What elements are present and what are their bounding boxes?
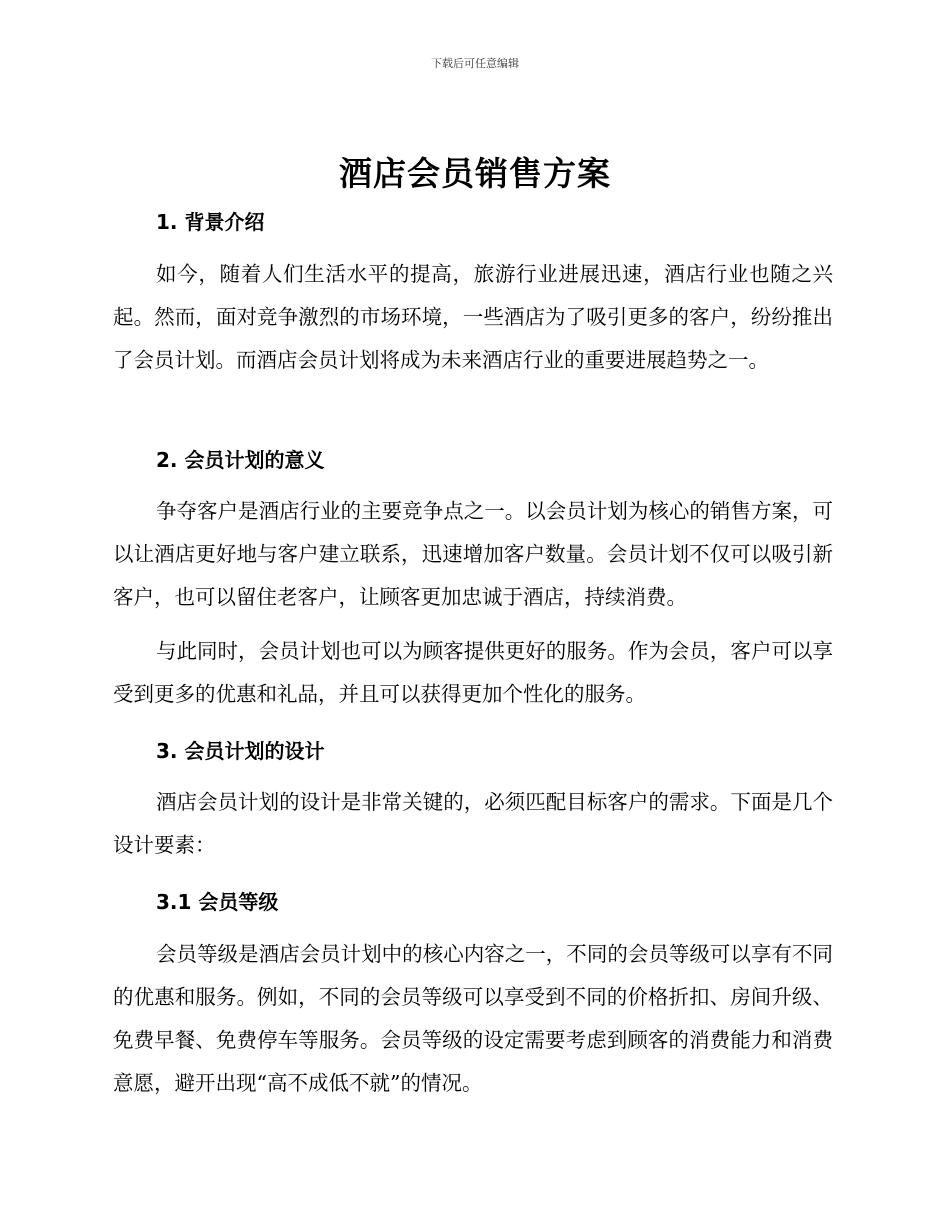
paragraph-design: 酒店会员计划的设计是非常关键的，必须匹配目标客户的需求。下面是几个设计要素： (113, 790, 833, 857)
paragraph-significance-2: 与此同时，会员计划也可以为顾客提供更好的服务。作为会员，客户可以享受到更多的优惠和礼品，并且可以获得更加个性化的服务。 (113, 639, 833, 706)
paragraph-significance-1: 争夺客户是酒店行业的主要竞争点之一。以会员计划为核心的销售方案，可以让酒店更好地与客户建立联系，迅速增加客户数量。会员计划不仅可以吸引新客户，也可以留住老客户，让顾客更加忠诚于酒店，持续消费。 (113, 499, 833, 609)
section-heading-design: 3. 会员计划的设计 (156, 739, 325, 763)
paragraph-member-levels: 会员等级是酒店会员计划中的核心内容之一，不同的会员等级可以享有不同的优惠和服务。例如，不同的会员等级可以享受到不同的价格折扣、房间升级、免费早餐、免费停车等服务。会员等级的设定需要考虑到顾客的消费能力和消费意愿，避开出现“高不成低不就”的情况。 (113, 942, 833, 1095)
section-heading-member-levels: 3.1 会员等级 (156, 890, 279, 914)
section-heading-significance: 2. 会员计划的意义 (156, 448, 325, 472)
section-heading-background: 1. 背景介绍 (156, 210, 265, 234)
document-title: 酒店会员销售方案 (339, 154, 611, 193)
header-note: 下载后可任意编辑 (431, 57, 519, 70)
paragraph-background: 如今，随着人们生活水平的提高，旅游行业进展迅速，酒店行业也随之兴起。然而，面对竞争激烈的市场环境，一些酒店为了吸引更多的客户，纷纷推出了会员计划。而酒店会员计划将成为未来酒店行业的重要进展趋势之一。 (113, 262, 833, 372)
